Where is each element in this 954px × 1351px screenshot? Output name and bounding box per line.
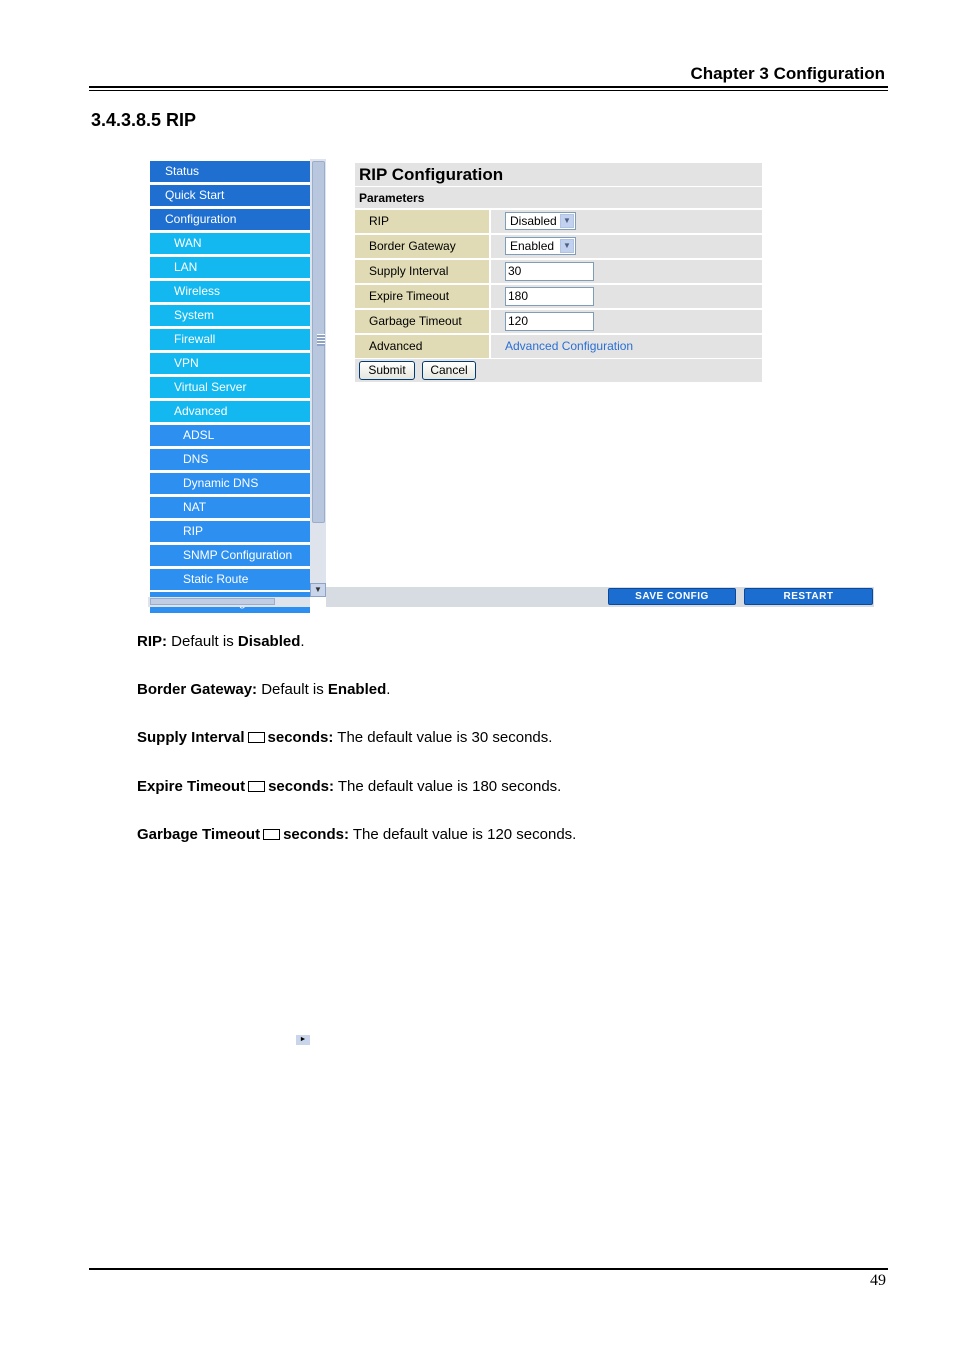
panel-title: RIP Configuration <box>355 163 762 186</box>
desc-term: Garbage Timeout <box>137 826 261 843</box>
desc-term: Supply Interval <box>137 729 245 746</box>
input-box-icon <box>263 829 280 840</box>
param-label: Expire Timeout <box>355 285 491 308</box>
desc-text: The default value is 180 seconds. <box>333 778 562 795</box>
sidebar-item-rip[interactable]: RIP <box>150 521 310 542</box>
sidebar-item-dynamic-dns[interactable]: Dynamic DNS <box>150 473 310 494</box>
advanced-configuration-link[interactable]: Advanced Configuration <box>505 339 634 353</box>
rip-select-value: Disabled <box>510 214 557 228</box>
sidebar-item-quick-start[interactable]: Quick Start <box>150 185 310 206</box>
header-rule-thin <box>89 90 888 91</box>
header-rule <box>89 86 888 88</box>
scroll-right-icon[interactable]: ► <box>296 1035 310 1045</box>
bottom-toolbar <box>326 587 874 607</box>
desc-border-gateway <box>137 681 390 698</box>
sidebar-item-nat[interactable]: NAT <box>150 497 310 518</box>
border-gateway-select[interactable] <box>505 237 576 255</box>
desc-term: RIP: <box>137 633 167 650</box>
param-row-advanced <box>355 333 762 358</box>
sidebar-item-adsl[interactable]: ADSL <box>150 425 310 446</box>
section-title: 3.4.3.8.5 RIP <box>91 110 197 130</box>
desc-expire-timeout <box>137 778 561 795</box>
sidebar-scrollbar[interactable] <box>310 159 326 589</box>
input-box-icon <box>248 732 265 743</box>
sidebar-item-snmp-configuration[interactable]: SNMP Configuration <box>150 545 310 566</box>
param-row-garbage-timeout <box>355 308 762 333</box>
grip-icon <box>317 334 325 346</box>
desc-term: Border Gateway: <box>137 681 258 698</box>
cancel-button[interactable]: Cancel <box>422 361 476 380</box>
rip-configuration-panel <box>355 163 762 382</box>
param-label: Advanced <box>355 335 491 358</box>
param-row-expire-timeout <box>355 283 762 308</box>
sidebar-item-configuration[interactable]: Configuration <box>150 209 310 230</box>
chevron-down-icon: ▼ <box>560 214 574 228</box>
sidebar-item-vpn[interactable]: VPN <box>150 353 310 374</box>
sidebar-item-wan[interactable]: WAN <box>150 233 310 254</box>
param-row-border-gateway <box>355 233 762 258</box>
sidebar-item-status[interactable]: Status <box>150 161 310 182</box>
desc-text: The default value is 30 seconds. <box>333 729 553 746</box>
param-label: Garbage Timeout <box>355 310 491 333</box>
desc-end: . <box>300 633 305 650</box>
sidebar-item-advanced[interactable]: Advanced <box>150 401 310 422</box>
desc-term-2: seconds: <box>267 729 334 746</box>
submit-button[interactable]: Submit <box>359 361 415 380</box>
sidebar-item-dns[interactable]: DNS <box>150 449 310 470</box>
chapter-heading: Chapter 3 Configuration <box>690 64 885 83</box>
desc-term-2: seconds: <box>268 778 334 795</box>
page-number: 49 <box>870 1272 886 1289</box>
chevron-down-icon: ▼ <box>560 239 574 253</box>
form-buttons <box>355 358 762 382</box>
desc-text: The default value is 120 seconds. <box>348 826 577 843</box>
desc-value: Enabled <box>327 681 387 698</box>
parameters-header: Parameters <box>355 186 762 208</box>
sidebar-menu <box>150 161 310 605</box>
sidebar-item-wireless[interactable]: Wireless <box>150 281 310 302</box>
param-row-supply-interval <box>355 258 762 283</box>
param-label: Supply Interval <box>355 260 491 283</box>
garbage-timeout-input[interactable]: 120 <box>505 312 594 331</box>
supply-interval-input[interactable]: 30 <box>505 262 594 281</box>
param-row-rip <box>355 208 762 233</box>
sidebar-item-system[interactable]: System <box>150 305 310 326</box>
sidebar-item-firewall[interactable]: Firewall <box>150 329 310 350</box>
desc-term-2: seconds: <box>283 826 349 843</box>
desc-text: Default is <box>257 681 328 698</box>
desc-value: Disabled <box>237 633 301 650</box>
expire-timeout-input[interactable]: 180 <box>505 287 594 306</box>
restart-button[interactable]: RESTART <box>744 588 873 605</box>
desc-end: . <box>386 681 391 698</box>
horizontal-scrollbar-thumb[interactable] <box>150 598 275 605</box>
desc-rip <box>137 633 305 650</box>
rip-select[interactable] <box>505 212 576 230</box>
desc-text: Default is <box>167 633 238 650</box>
border-gateway-select-value: Enabled <box>510 239 555 253</box>
param-label: RIP <box>355 210 491 233</box>
input-box-icon <box>248 781 265 792</box>
sidebar-item-static-route[interactable]: Static Route <box>150 569 310 590</box>
sidebar-item-lan[interactable]: LAN <box>150 257 310 278</box>
desc-term: Expire Timeout <box>137 778 246 795</box>
scrollbar-thumb[interactable] <box>312 161 325 523</box>
desc-garbage-timeout <box>137 826 576 843</box>
footer-rule <box>89 1268 888 1270</box>
param-label: Border Gateway <box>355 235 491 258</box>
save-config-button[interactable]: SAVE CONFIG <box>608 588 736 605</box>
sidebar-item-virtual-server[interactable]: Virtual Server <box>150 377 310 398</box>
scroll-down-icon[interactable]: ▼ <box>310 583 326 597</box>
desc-supply-interval <box>137 729 552 746</box>
